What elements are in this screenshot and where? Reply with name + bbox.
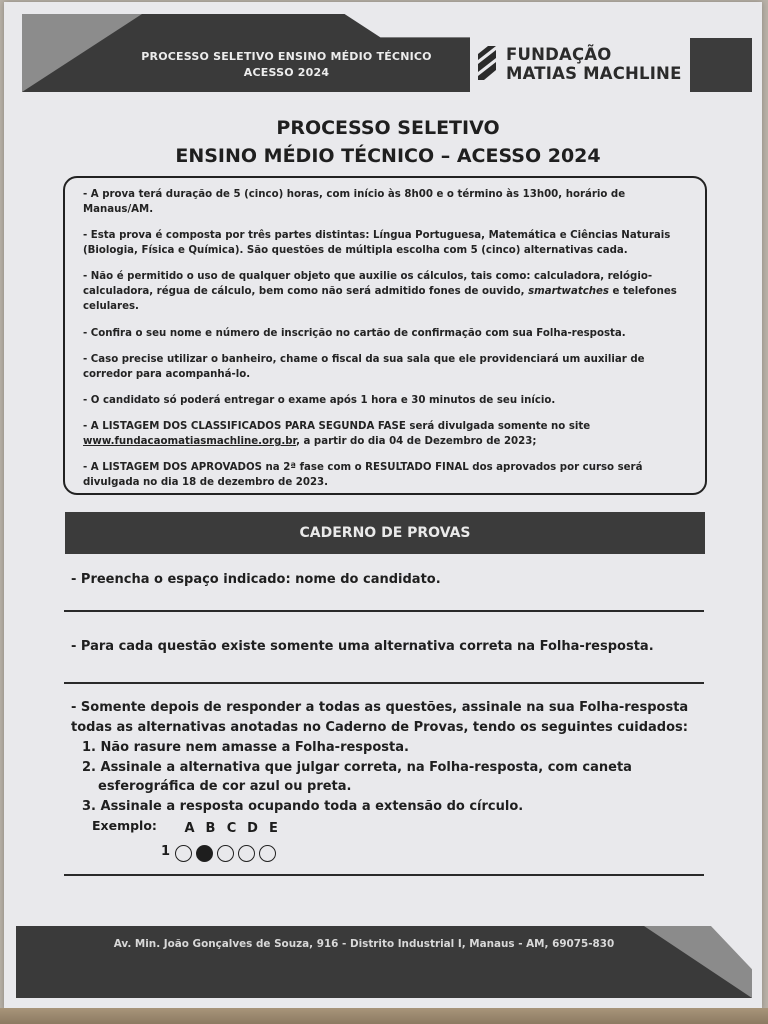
option-letter: A (184, 821, 195, 836)
info-prohibited-end: e telefones celulares. (83, 286, 677, 313)
header-square (690, 38, 752, 92)
care-item-1: 1. Não rasure nem amasse a Folha-resposta. (82, 740, 409, 755)
footer-band (16, 926, 752, 998)
page-title-line1: PROCESSO SELETIVO (276, 117, 500, 139)
info-classified-date: , a partir do dia 04 de Dezembro de 2023; (296, 436, 537, 448)
option-letter: D (247, 821, 258, 836)
option-letter: C (226, 821, 237, 836)
header-title (114, 49, 459, 81)
info-bathroom: - Caso precise utilizar o banheiro, chame o fiscal da sua sala que ele providenciará um auxiliar de corredor para acompanhá-lo. (83, 353, 645, 380)
logo-line2: MATIAS MACHLINE (506, 64, 682, 83)
instructions-box (63, 176, 707, 495)
header-title-line1: PROCESSO SELETIVO ENSINO MÉDIO TÉCNICO (141, 50, 432, 63)
info-duration: - A prova terá duração de 5 (cinco) horas, com início às 8h00 e o término às 13h00, horário de Manaus/AM. (83, 189, 626, 215)
bubble-c[interactable] (217, 845, 234, 862)
care-item-3: 3. Assinale a resposta ocupando toda a extensão do círculo. (82, 798, 524, 814)
divider (64, 874, 704, 876)
bubble-e[interactable] (259, 845, 276, 862)
bubble-a[interactable] (175, 845, 192, 862)
question-number: 1 (161, 844, 171, 859)
fundacao-logo-icon (476, 46, 498, 80)
candidate-name-line[interactable] (64, 610, 704, 612)
logo-line1: FUNDAÇÃO (506, 45, 612, 64)
info-structure: - Esta prova é composta por três partes distintas: Língua Portuguesa, Matemática e Ciências Naturais (Biologia, Física e Química). São questões de múltipla escolha com 5 (cinco) alternativas cada. (83, 230, 671, 257)
option-letter: E (269, 821, 278, 836)
instruction-mark-answers: - Somente depois de responder a todas as questões, assinale na sua Folha-resposta todas as alternativas anotadas no Caderno de Provas, tendo os seguintes cuidados: (71, 700, 689, 735)
instruction-single-answer: - Para cada questão existe somente uma alternativa correta na Folha-resposta. (71, 639, 654, 654)
option-letter: B (205, 821, 216, 836)
info-prohibited (83, 269, 693, 314)
caderno-title: CADERNO DE PROVAS (65, 512, 705, 554)
example-label: Exemplo: (92, 818, 157, 833)
option-letters (179, 821, 284, 836)
info-confirm: - Confira o seu nome e número de inscrição no cartão de confirmação com sua Folha-resposta. (83, 327, 626, 339)
divider (64, 682, 704, 684)
footer-address: Av. Min. João Gonçalves de Souza, 916 - Distrito Industrial I, Manaus - AM, 69075-830 (113, 938, 615, 950)
website-link[interactable]: www.fundacaomatiasmachline.org.br (83, 436, 297, 448)
care-item-2: 2. Assinale a alternativa que julgar correta, na Folha-resposta, com caneta esferográfica de cor azul ou preta. (82, 759, 632, 795)
page-title-line2: ENSINO MÉDIO TÉCNICO – ACESSO 2024 (175, 145, 601, 167)
info-approved-list: - A LISTAGEM DOS APROVADOS na 2ª fase com o RESULTADO FINAL dos aprovados por curso será divulgada no dia 18 de dezembro de 2023. (83, 462, 643, 489)
instruction-fill-name: - Preencha o espaço indicado: nome do candidato. (71, 572, 441, 587)
table-surface (0, 1008, 768, 1024)
header-title-line2: ACESSO 2024 (243, 66, 330, 79)
fundacao-logo-text (506, 45, 682, 83)
info-smartwatches: smartwatches (528, 286, 609, 298)
info-prohibited-text: - Não é permitido o uso de qualquer objeto que auxilie os cálculos, tais como: calculadora, relógio-calculadora, régua de cálculo, bem como não será admitido fones de ouvido, (83, 271, 653, 298)
info-classified-list (83, 419, 693, 449)
bubble-b-filled[interactable] (196, 845, 213, 862)
bubble-d[interactable] (238, 845, 255, 862)
info-delivery: - O candidato só poderá entregar o exame após 1 hora e 30 minutos de seu início. (83, 394, 556, 406)
info-classified-text: - A LISTAGEM DOS CLASSIFICADOS PARA SEGUNDA FASE será divulgada somente no site (83, 421, 591, 433)
exam-sheet (4, 2, 762, 1010)
page-title (44, 114, 732, 170)
care-list (82, 738, 712, 816)
